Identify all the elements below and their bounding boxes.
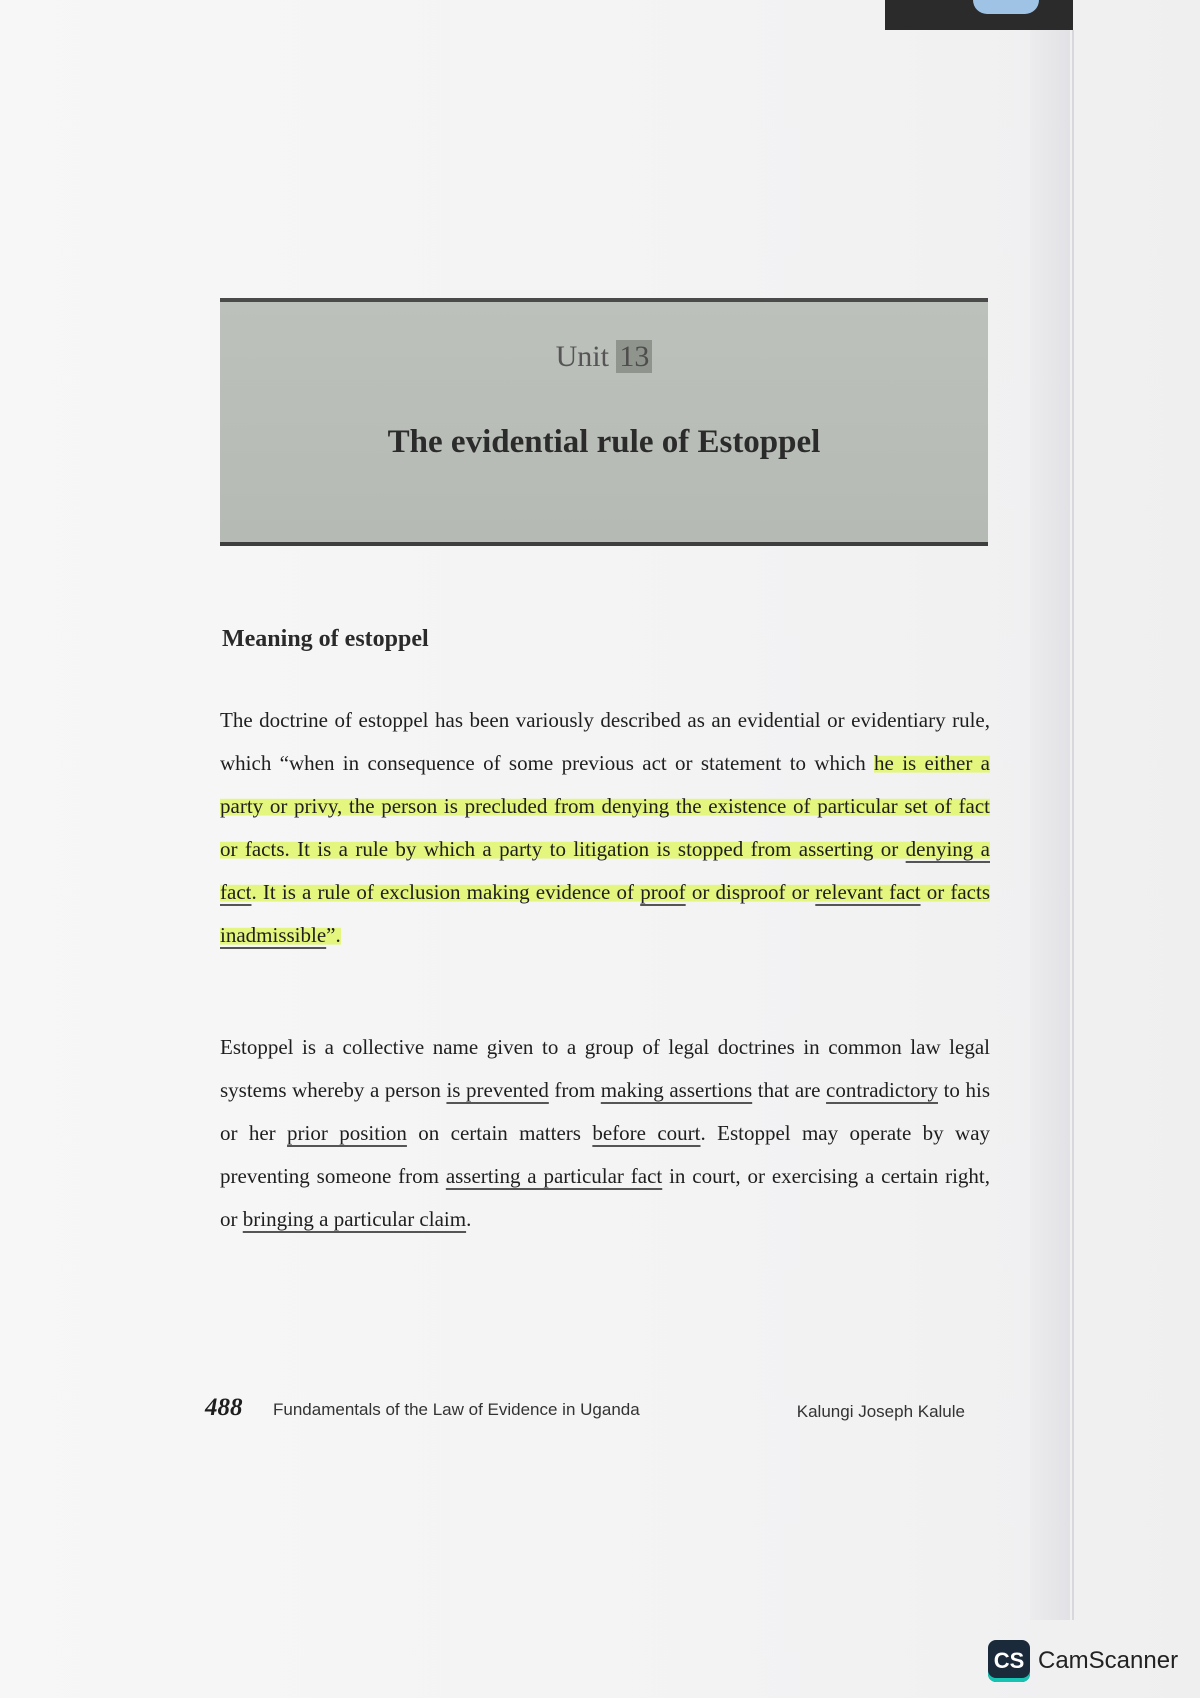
para2-text-2: from	[548, 1078, 601, 1102]
scan-artifact-top	[885, 0, 1073, 30]
para2-underline-7: bringing a particular claim	[242, 1207, 467, 1231]
paragraph-2	[220, 1026, 990, 1241]
para2-underline-2: making assertions	[600, 1078, 753, 1102]
page-footer	[205, 1394, 965, 1430]
para1-underline-4: inadmissible	[220, 923, 327, 947]
unit-title: The evidential rule of Estoppel	[387, 424, 821, 460]
section-heading: Meaning of estoppel	[222, 626, 429, 652]
para1-highlight-1: he is either a party or privy, the person is precluded from denying the existence of particular set of fact or facts. It is a rule by which a party to litigation is stopped from asserting or	[220, 751, 990, 861]
para2-text-4: to his or her	[220, 1078, 990, 1145]
unit-header-box	[220, 298, 988, 546]
camscanner-logo-icon: CS	[988, 1640, 1030, 1682]
para1-text-1: The doctrine of estoppel has been variously described as an evidential or evidentiary rule, which “when in consequence of some previous act or statement to which	[220, 708, 990, 775]
para2-text-6: . Estoppel may operate by way preventing someone from	[220, 1121, 991, 1188]
para2-text-1: Estoppel is a collective name given to a group of legal doctrines in common law legal systems whereby a person	[220, 1035, 990, 1102]
camscanner-watermark	[988, 1640, 1178, 1682]
para2-underline-6: asserting a particular fact	[445, 1164, 663, 1188]
para2-underline-3: contradictory	[826, 1078, 938, 1102]
paragraph-1	[220, 699, 990, 957]
para1-underline-2: proof	[640, 880, 686, 904]
page-edge-line	[1072, 30, 1074, 1620]
para2-underline-5: before court	[592, 1121, 701, 1145]
unit-number: 13	[616, 340, 652, 373]
para1-underline-1: denying a fact	[220, 837, 990, 904]
para1-highlight-4: or facts	[920, 880, 990, 904]
para1-end: ”.	[326, 923, 341, 947]
page-edge-shadow	[1030, 30, 1070, 1620]
para2-end: .	[466, 1207, 472, 1231]
para1-underline-3: relevant fact	[815, 880, 921, 904]
para2-underline-4: prior position	[287, 1121, 407, 1145]
para2-text-7: in court, or exercising a certain right, or	[220, 1164, 991, 1231]
unit-word: Unit	[555, 340, 609, 373]
para2-text-5: on certain matters	[406, 1121, 593, 1145]
book-title: Fundamentals of the Law of Evidence in Uganda	[273, 1400, 640, 1419]
page-number: 488	[205, 1394, 243, 1421]
para2-underline-1: is prevented	[446, 1078, 549, 1102]
para1-highlight-3: or disproof or	[685, 880, 816, 904]
para1-highlight-2: . It is a rule of exclusion making evidence of	[251, 880, 641, 904]
unit-label	[220, 340, 988, 374]
para2-text-3: that are	[752, 1078, 827, 1102]
author-name: Kalungi Joseph Kalule	[796, 1402, 965, 1421]
camscanner-brand: CamScanner	[1038, 1647, 1179, 1674]
